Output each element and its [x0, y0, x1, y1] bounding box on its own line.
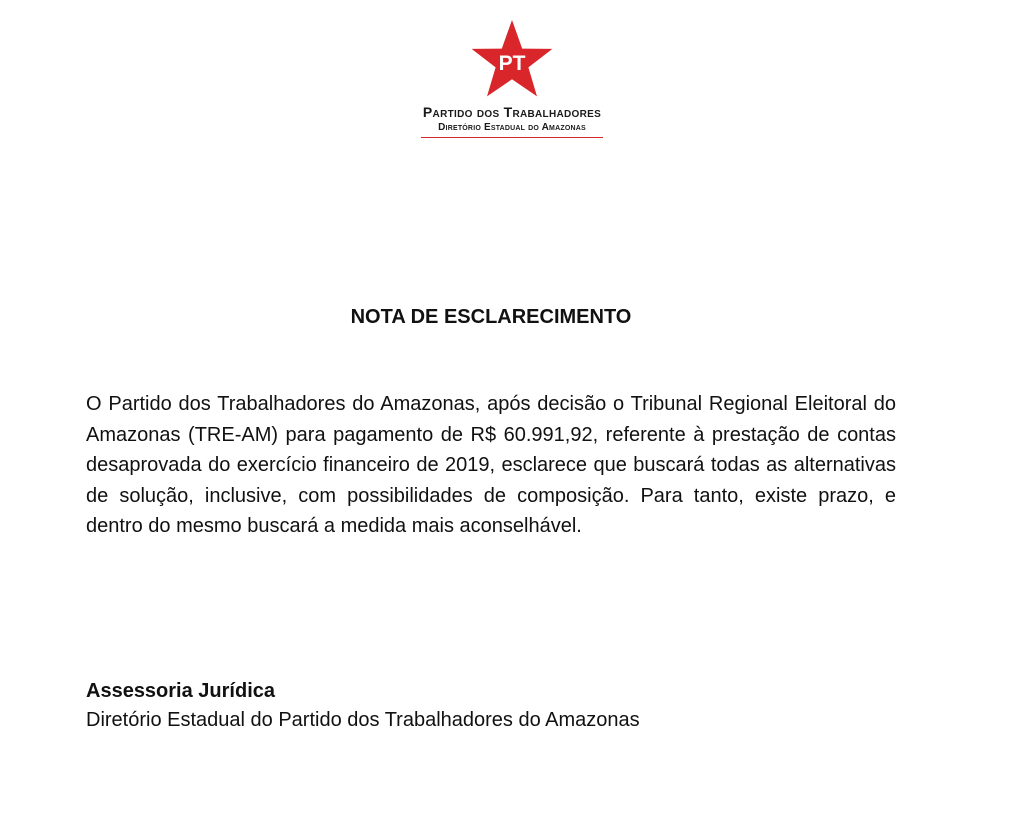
signature-name: Assessoria Jurídica: [86, 680, 275, 702]
document-body: O Partido dos Trabalhadores do Amazonas, após decisão o Tribunal Regional Eleitoral do Amazonas (TRE-AM) para pagamento de R$ 60.991,92, referente à prestação de contas desaprovada do exercício financeiro de 2019, esclarece que buscará todas as alternativas de solução, inclusive, com possibilidades de composição. Para tanto, existe prazo, e dentro do mesmo buscará a medida mais aconselhável.: [86, 393, 896, 537]
letterhead: [0, 18, 1024, 138]
logo-text: PT: [498, 52, 526, 75]
document-title: NOTA DE ESCLARECIMENTO: [350, 306, 632, 328]
signature-block: [86, 677, 936, 735]
party-name: Partido dos Trabalhadores: [422, 104, 602, 120]
signature-organization: Diretório Estadual do Partido dos Trabalhadores do Amazonas: [86, 709, 640, 731]
pt-star-logo-icon: [470, 18, 554, 98]
party-directory: Diretório Estadual do Amazonas: [438, 122, 586, 133]
letterhead-divider: [421, 137, 603, 138]
